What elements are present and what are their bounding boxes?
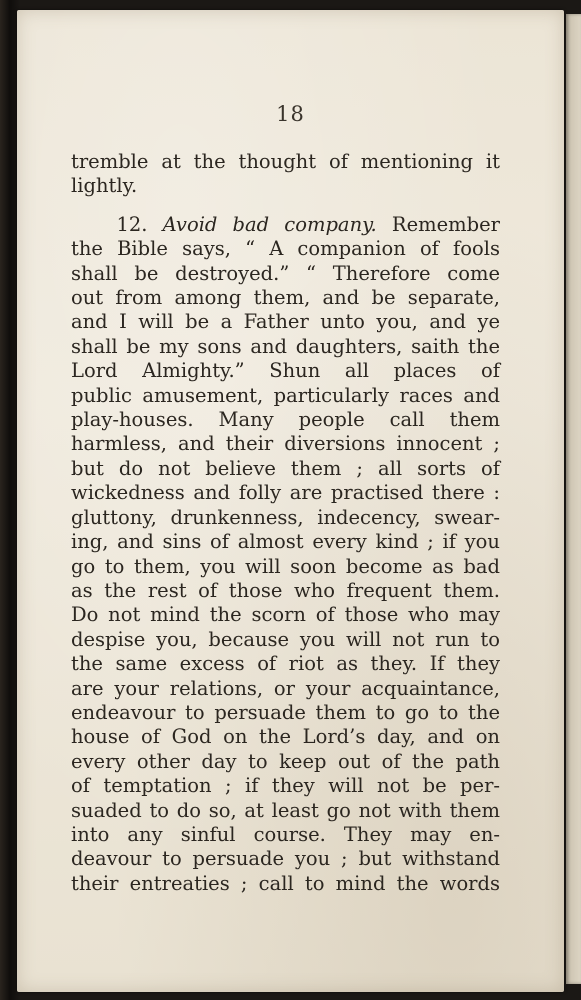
text-line: the Bible says, “ A companion of fools <box>71 237 500 261</box>
text-line: go to them, you will soon become as bad <box>71 554 500 578</box>
text-line: play-houses. Many people call them <box>71 408 500 432</box>
text-line: into any sinful course. They may en- <box>71 822 500 846</box>
page-number: 18 <box>276 102 305 126</box>
text-line: lightly. <box>71 174 138 198</box>
text-line: out from among them, and be separate, <box>71 286 500 310</box>
text-line: as the rest of those who frequent them. <box>71 578 500 602</box>
text-line: Lord Almighty.” Shun all places of <box>71 359 500 383</box>
text-line: the same excess of riot as they. If they <box>71 652 500 676</box>
text-line: ing, and sins of almost every kind ; if you <box>71 530 500 554</box>
text-line: house of God on the Lord’s day, and on <box>71 725 500 749</box>
text-line-fragment: Remember <box>376 212 500 236</box>
text-line: their entreaties ; call to mind the words <box>71 871 500 895</box>
text-line: suaded to do so, at least go not with them <box>71 798 500 822</box>
text-line: deavour to persuade you ; but withstand <box>71 847 500 871</box>
text-line: of temptation ; if they will not be per- <box>71 774 500 798</box>
text-line: harmless, and their diversions innocent ; <box>71 432 500 456</box>
body-text <box>71 150 500 896</box>
text-line: wickedness and folly are practised there : <box>71 481 500 505</box>
text-line: public amusement, particularly races and <box>71 383 500 407</box>
text-line: shall be destroyed.” “ Therefore come <box>71 261 500 285</box>
text-line: tremble at the thought of mentioning it <box>71 150 500 173</box>
text-line: but do not believe them ; all sorts of <box>71 456 500 480</box>
paragraph-gap <box>71 199 500 213</box>
paragraph-heading: Avoid bad company. <box>162 212 377 236</box>
text-line: gluttony, drunkenness, indecency, swear- <box>71 505 500 529</box>
text-line: every other day to keep out of the path <box>71 749 500 773</box>
text-line: endeavour to persuade them to go to the <box>71 700 500 724</box>
text-line: are your relations, or your acquaintance, <box>71 676 500 700</box>
text-line: and I will be a Father unto you, and ye <box>71 310 500 334</box>
text-line: despise you, because you will not run to <box>71 627 500 651</box>
adjacent-page-edge <box>566 14 581 984</box>
text-line: shall be my sons and daughters, saith the <box>71 334 500 358</box>
paragraph-number: 12. <box>116 212 148 236</box>
text-line: Do not mind the scorn of those who may <box>71 603 500 627</box>
paragraph-first-line <box>71 213 500 237</box>
